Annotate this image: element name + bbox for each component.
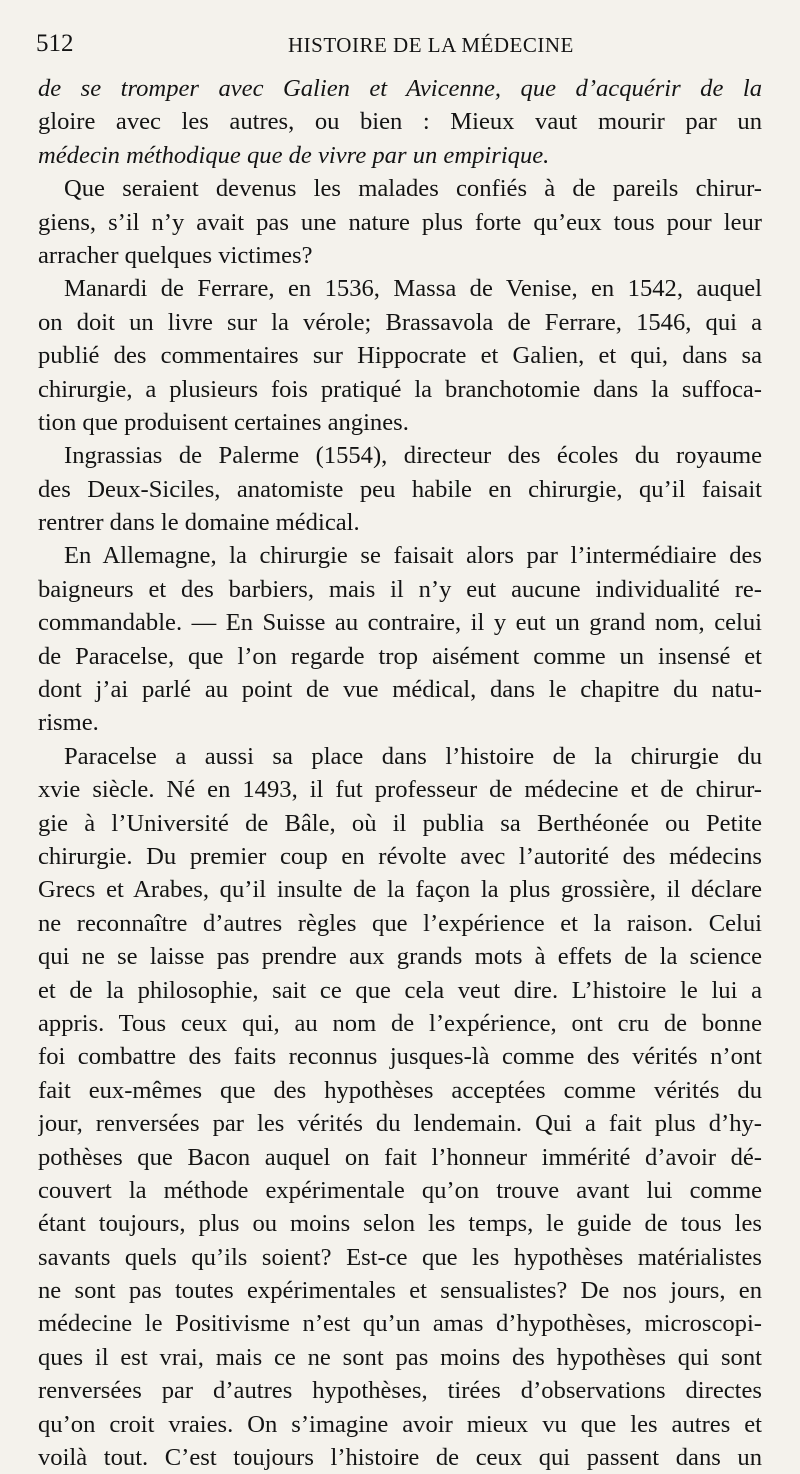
- page-header: [36, 30, 766, 64]
- text-line: giens, s’il n’y avait pas une nature plus forte qu’eux tous pour leur: [38, 208, 762, 236]
- text-line: chirurgie. Du premier coup en révolte avec l’autorité des médecins: [38, 842, 762, 870]
- text-line: commandable. — En Suisse au contraire, il y eut un grand nom, celui: [38, 609, 762, 637]
- text-line: Grecs et Arabes, qu’il insulte de la façon la plus grossière, il déclare: [38, 876, 762, 904]
- text-line: de se tromper avec Galien et Avicenne, que d’acquérir de la: [38, 75, 762, 102]
- text-line: Ingrassias de Palerme (1554), directeur des écoles du royaume: [64, 442, 762, 470]
- text-line: gloire avec les autres, ou bien : Mieux vaut mourir par un: [38, 108, 762, 136]
- text-line: chirurgie, a plusieurs fois pratiqué la branchotomie dans la suffoca-: [38, 375, 762, 403]
- text-line: ne sont pas toutes expérimentales et sensualistes? De nos jours, en: [38, 1277, 762, 1305]
- text-line: risme.: [38, 709, 99, 737]
- text-line: qui ne se laisse pas prendre aux grands mots à effets de la science: [38, 943, 762, 971]
- text-line: Manardi de Ferrare, en 1536, Massa de Venise, en 1542, auquel: [64, 275, 762, 303]
- text-line: ne reconnaître d’autres règles que l’expérience et la raison. Celui: [38, 909, 762, 937]
- text-line: étant toujours, plus ou moins selon les temps, le guide de tous les: [38, 1210, 762, 1238]
- text-line: fait eux-mêmes que des hypothèses acceptées comme vérités du: [38, 1076, 762, 1104]
- text-line: voilà tout. C’est toujours l’histoire de ceux qui passent dans un: [38, 1444, 762, 1472]
- text-line: rentrer dans le domaine médical.: [38, 509, 360, 537]
- text-line: savants quels qu’ils soient? Est-ce que les hypothèses matérialistes: [38, 1243, 762, 1271]
- text-line: dont j’ai parlé au point de vue médical, dans le chapitre du natu-: [38, 676, 762, 704]
- text-line: Paracelse a aussi sa place dans l’histoire de la chirurgie du: [64, 742, 762, 770]
- body-text: [38, 72, 762, 1474]
- text-line: médecine le Positivisme n’est qu’un amas d’hypothèses, microscopi-: [38, 1310, 762, 1338]
- page-number: 512: [36, 30, 74, 57]
- text-line: médecin méthodique que de vivre par un empirique.: [38, 141, 550, 169]
- text-line: couvert la méthode expérimentale qu’on trouve avant lui comme: [38, 1176, 762, 1204]
- text-line: baigneurs et des barbiers, mais il n’y eut aucune individualité re-: [38, 575, 762, 603]
- text-line: Que seraient devenus les malades confiés à de pareils chirur-: [64, 175, 762, 203]
- text-line: foi combattre des faits reconnus jusques-là comme des vérités n’ont: [38, 1043, 762, 1071]
- text-line: ques il est vrai, mais ce ne sont pas moins des hypothèses qui sont: [38, 1343, 762, 1371]
- text-line: En Allemagne, la chirurgie se faisait alors par l’intermédiaire des: [64, 542, 762, 570]
- text-line: on doit un livre sur la vérole; Brassavola de Ferrare, 1546, qui a: [38, 308, 762, 336]
- text-line: et de la philosophie, sait ce que cela veut dire. L’histoire le lui a: [38, 976, 762, 1004]
- text-line: des Deux-Siciles, anatomiste peu habile en chirurgie, qu’il faisait: [38, 475, 762, 503]
- text-line: gie à l’Université de Bâle, où il publia sa Berthéonée ou Petite: [38, 809, 762, 837]
- text-line: de Paracelse, que l’on regarde trop aisément comme un insensé et: [38, 642, 762, 670]
- text-line: qu’on croit vraies. On s’imagine avoir mieux vu que les autres et: [38, 1410, 762, 1438]
- text-line: arracher quelques victimes?: [38, 241, 313, 269]
- text-line: xvie siècle. Né en 1493, il fut professeur de médecine et de chirur-: [38, 776, 762, 804]
- text-line: jour, renversées par les vérités du lendemain. Qui a fait plus d’hy-: [38, 1110, 762, 1138]
- text-line: appris. Tous ceux qui, au nom de l’expérience, ont cru de bonne: [38, 1009, 762, 1037]
- text-line: publié des commentaires sur Hippocrate et Galien, et qui, dans sa: [38, 342, 762, 370]
- running-title: HISTOIRE DE LA MÉDECINE: [288, 33, 574, 57]
- text-line: renversées par d’autres hypothèses, tirées d’observations directes: [38, 1377, 762, 1405]
- text-line: tion que produisent certaines angines.: [38, 408, 409, 436]
- text-line: pothèses que Bacon auquel on fait l’honneur immérité d’avoir dé-: [38, 1143, 762, 1171]
